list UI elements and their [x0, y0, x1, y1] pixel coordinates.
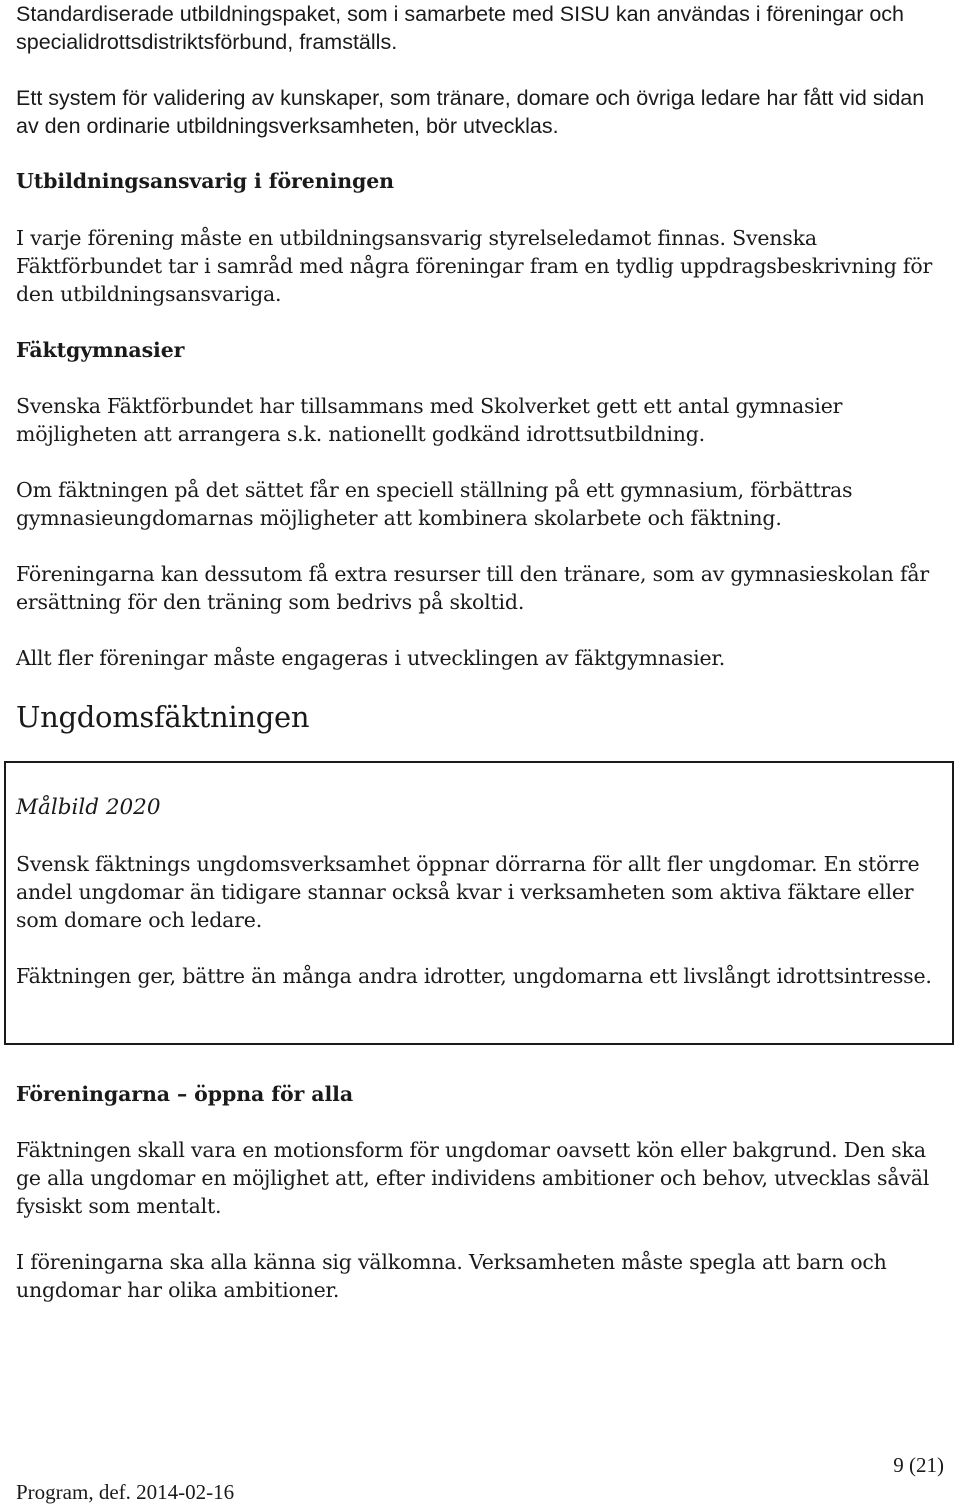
malbild-paragraph-1: Svensk fäktnings ungdomsverksamhet öppnar dörrarna för allt fler ungdomar. En större andel ungdomar än tidigare stannar också kvar i verksamheten som aktiva fäktare eller som domare och ledare.: [16, 852, 920, 932]
malbild-box: [4, 761, 954, 1045]
foreningarna-paragraph-1: Fäktningen skall vara en motionsform för ungdomar oavsett kön eller bakgrund. Den ska ge alla ungdomar en möjlighet att, efter individens ambitioner och behov, utvecklas såväl fysiskt som mentalt.: [16, 1138, 930, 1218]
faktgymnasier-paragraph-4: Allt fler föreningar måste engageras i utvecklingen av fäktgymnasier.: [16, 646, 726, 670]
intro-paragraph-2: Ett system för validering av kunskaper, som tränare, domare och övriga ledare har fått vid sidan av den ordinarie utbildningsverksamheten, bör utvecklas.: [16, 86, 925, 138]
section-heading-utbildningsansvarig: Utbildningsansvarig i föreningen: [16, 169, 394, 193]
section-heading-foreningarna: Föreningarna – öppna för alla: [16, 1082, 354, 1106]
intro-paragraph-1: Standardiserade utbildningspaket, som i samarbete med SISU kan användas i föreningar och specialidrottsdistriktsförbund, framställs.: [16, 2, 904, 54]
faktgymnasier-paragraph-3: Föreningarna kan dessutom få extra resurser till den tränare, som av gymnasieskolan får ersättning för den träning som bedrivs på skoltid.: [16, 562, 929, 614]
section-heading-faktgymnasier: Fäktgymnasier: [16, 338, 185, 362]
page-number: 9 (21): [893, 1453, 944, 1477]
footer-program-date: Program, def. 2014-02-16: [16, 1480, 235, 1504]
faktgymnasier-paragraph-1: Svenska Fäktförbundet har tillsammans med Skolverket gett ett antal gymnasier möjligheten att arrangera s.k. nationellt godkänd idrottsutbildning.: [16, 394, 843, 446]
foreningarna-paragraph-2: I föreningarna ska alla känna sig välkomna. Verksamheten måste spegla att barn och ungdomar har olika ambitioner.: [16, 1250, 887, 1302]
malbild-title: Målbild 2020: [16, 795, 161, 820]
malbild-paragraph-2: Fäktningen ger, bättre än många andra idrotter, ungdomarna ett livslångt idrottsintresse.: [16, 964, 932, 988]
faktgymnasier-paragraph-2: Om fäktningen på det sättet får en speciell ställning på ett gymnasium, förbättras gymnasieungdomarnas möjligheter att kombinera skolarbete och fäktning.: [16, 478, 853, 530]
utbildningsansvarig-paragraph: I varje förening måste en utbildningsansvarig styrelseledamot finnas. Svenska Fäktförbundet tar i samråd med några föreningar fram en tydlig uppdragsbeskrivning för den utbildningsansvariga.: [16, 226, 933, 306]
section-heading-ungdomsfaktningen: Ungdomsfäktningen: [16, 700, 310, 734]
